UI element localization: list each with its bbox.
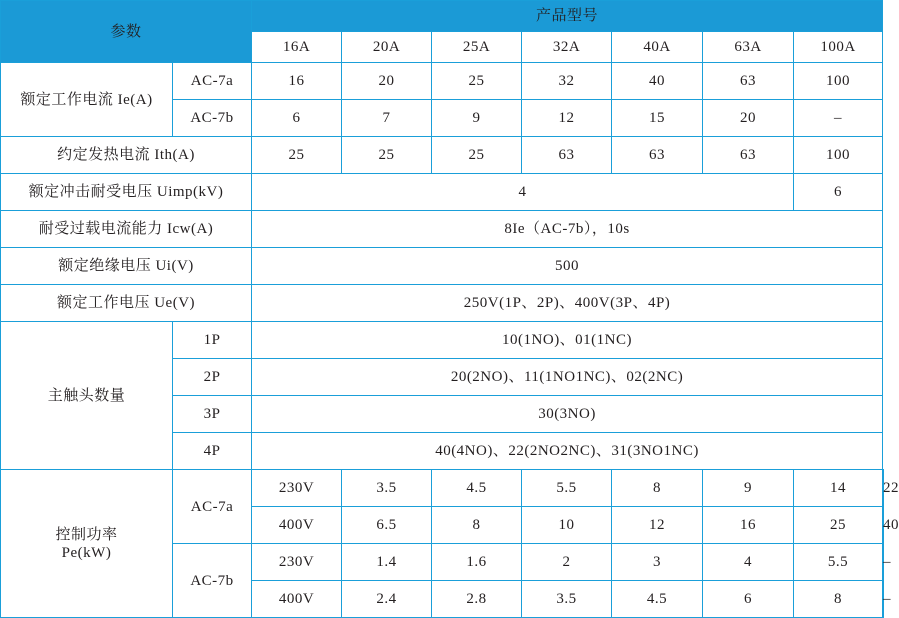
cell-ie-ac7a-63a: 63 bbox=[703, 63, 794, 100]
row-sub-ac7a: AC-7a bbox=[173, 63, 252, 100]
cell-ie-ac7b-100a: – bbox=[794, 100, 883, 137]
power-group-ac7a: AC-7a bbox=[173, 470, 252, 544]
contacts-pole-1p: 1P bbox=[173, 322, 252, 359]
row-label-uimp: 额定冲击耐受电压 Uimp(kV) bbox=[1, 174, 252, 211]
table-row bbox=[1, 137, 884, 174]
header-model-63a: 63A bbox=[703, 32, 794, 63]
cell-ie-ac7b-32a: 12 bbox=[522, 100, 612, 137]
cell-pe-ac7a-400v-63a: 25 bbox=[794, 507, 883, 544]
power-group-ac7b: AC-7b bbox=[173, 544, 252, 618]
cell-uimp-6kv: 6 bbox=[794, 174, 883, 211]
cell-ith-20a: 25 bbox=[342, 137, 432, 174]
table-row bbox=[1, 63, 884, 100]
cell-ie-ac7a-16a: 16 bbox=[252, 63, 342, 100]
contacts-value-2p: 20(2NO)、11(1NO1NC)、02(2NC) bbox=[252, 359, 883, 396]
cell-ie-ac7a-40a: 40 bbox=[612, 63, 703, 100]
row-label-ue: 额定工作电压 Ue(V) bbox=[1, 285, 252, 322]
cell-pe-ac7b-230v-25a: 2 bbox=[522, 544, 612, 581]
cell-ith-16a: 25 bbox=[252, 137, 342, 174]
cell-pe-ac7a-230v-25a: 5.5 bbox=[522, 470, 612, 507]
cell-pe-ac7a-230v-20a: 4.5 bbox=[432, 470, 522, 507]
cell-pe-ac7a-230v-40a: 9 bbox=[703, 470, 794, 507]
row-label-thermal-current: 约定发热电流 Ith(A) bbox=[1, 137, 252, 174]
power-ac7a-230v-label: 230V bbox=[252, 470, 342, 507]
cell-ie-ac7b-20a: 7 bbox=[342, 100, 432, 137]
contacts-value-1p: 10(1NO)、01(1NC) bbox=[252, 322, 883, 359]
header-model-32a: 32A bbox=[522, 32, 612, 63]
cell-pe-ac7a-400v-32a: 12 bbox=[612, 507, 703, 544]
power-ac7a-400v-label: 400V bbox=[252, 507, 342, 544]
cell-pe-ac7a-230v-16a: 3.5 bbox=[342, 470, 432, 507]
cell-ue-value: 250V(1P、2P)、400V(3P、4P) bbox=[252, 285, 883, 322]
table-row bbox=[1, 322, 884, 359]
contacts-value-3p: 30(3NO) bbox=[252, 396, 883, 433]
cell-ui-value: 500 bbox=[252, 248, 883, 285]
cell-pe-ac7a-230v-63a: 14 bbox=[794, 470, 883, 507]
table-row bbox=[1, 174, 884, 211]
contacts-value-4p: 40(4NO)、22(2NO2NC)、31(3NO1NC) bbox=[252, 433, 883, 470]
cell-pe-ac7a-230v-100a: 22 bbox=[883, 480, 899, 496]
row-label-ui: 额定绝缘电压 Ui(V) bbox=[1, 248, 252, 285]
header-model-100a: 100A bbox=[794, 32, 883, 63]
cell-ie-ac7a-25a: 25 bbox=[432, 63, 522, 100]
cell-pe-ac7b-230v-40a: 4 bbox=[703, 544, 794, 581]
row-label-main-contacts: 主触头数量 bbox=[1, 322, 173, 470]
row-label-icw: 耐受过载电流能力 Icw(A) bbox=[1, 211, 252, 248]
header-param-label: 参数 bbox=[1, 1, 252, 63]
cell-pe-ac7b-230v-100a: – bbox=[883, 554, 892, 570]
cell-pe-ac7b-230v-63a: 5.5 bbox=[794, 544, 883, 581]
cell-ith-100a: 100 bbox=[794, 137, 883, 174]
table-row bbox=[1, 285, 884, 322]
cell-pe-ac7b-400v-100a: – bbox=[883, 591, 892, 607]
cell-ie-ac7b-16a: 6 bbox=[252, 100, 342, 137]
cell-uimp-4kv: 4 bbox=[252, 174, 794, 211]
cell-pe-ac7b-230v-32a: 3 bbox=[612, 544, 703, 581]
cell-pe-ac7b-230v-20a: 1.6 bbox=[432, 544, 522, 581]
header-model-label: 产品型号 bbox=[252, 1, 883, 32]
cell-icw-value: 8Ie（AC-7b），10s bbox=[252, 211, 883, 248]
header-model-16a: 16A bbox=[252, 32, 342, 63]
cell-pe-ac7a-400v-40a: 16 bbox=[703, 507, 794, 544]
contacts-pole-4p: 4P bbox=[173, 433, 252, 470]
cell-ie-ac7a-32a: 32 bbox=[522, 63, 612, 100]
row-label-control-power bbox=[1, 470, 173, 618]
contacts-pole-3p: 3P bbox=[173, 396, 252, 433]
cell-pe-ac7a-400v-25a: 10 bbox=[522, 507, 612, 544]
table-row bbox=[1, 470, 884, 507]
cell-pe-ac7b-400v-32a: 4.5 bbox=[612, 581, 703, 618]
header-model-25a: 25A bbox=[432, 32, 522, 63]
cell-ie-ac7b-25a: 9 bbox=[432, 100, 522, 137]
cell-pe-ac7b-400v-16a: 2.4 bbox=[342, 581, 432, 618]
cell-pe-ac7a-400v-20a: 8 bbox=[432, 507, 522, 544]
cell-ith-25a: 25 bbox=[432, 137, 522, 174]
cell-ie-ac7b-40a: 15 bbox=[612, 100, 703, 137]
table-row bbox=[1, 211, 884, 248]
cell-pe-ac7a-400v-16a: 6.5 bbox=[342, 507, 432, 544]
control-power-line2: Pe(kW) bbox=[61, 544, 112, 561]
cell-pe-ac7a-230v-32a: 8 bbox=[612, 470, 703, 507]
cell-ie-ac7a-100a: 100 bbox=[794, 63, 883, 100]
cell-pe-ac7b-230v-16a: 1.4 bbox=[342, 544, 432, 581]
cell-ith-40a: 63 bbox=[612, 137, 703, 174]
header-model-40a: 40A bbox=[612, 32, 703, 63]
cell-pe-ac7b-400v-25a: 3.5 bbox=[522, 581, 612, 618]
cell-ith-32a: 63 bbox=[522, 137, 612, 174]
contacts-pole-2p: 2P bbox=[173, 359, 252, 396]
cell-ith-63a: 63 bbox=[703, 137, 794, 174]
cell-ie-ac7b-63a: 20 bbox=[703, 100, 794, 137]
cell-pe-ac7b-400v-40a: 6 bbox=[703, 581, 794, 618]
row-label-rated-current: 额定工作电流 Ie(A) bbox=[1, 63, 173, 137]
power-ac7b-230v-label: 230V bbox=[252, 544, 342, 581]
cell-ie-ac7a-20a: 20 bbox=[342, 63, 432, 100]
cell-pe-ac7b-400v-63a: 8 bbox=[794, 581, 883, 618]
control-power-line1: 控制功率 bbox=[55, 526, 118, 543]
power-ac7b-400v-label: 400V bbox=[252, 581, 342, 618]
cell-pe-ac7b-400v-20a: 2.8 bbox=[432, 581, 522, 618]
table-row bbox=[1, 248, 884, 285]
header-model-20a: 20A bbox=[342, 32, 432, 63]
cell-pe-ac7a-400v-100a: 40 bbox=[883, 517, 899, 533]
row-sub-ac7b: AC-7b bbox=[173, 100, 252, 137]
table-header-row bbox=[1, 1, 884, 32]
